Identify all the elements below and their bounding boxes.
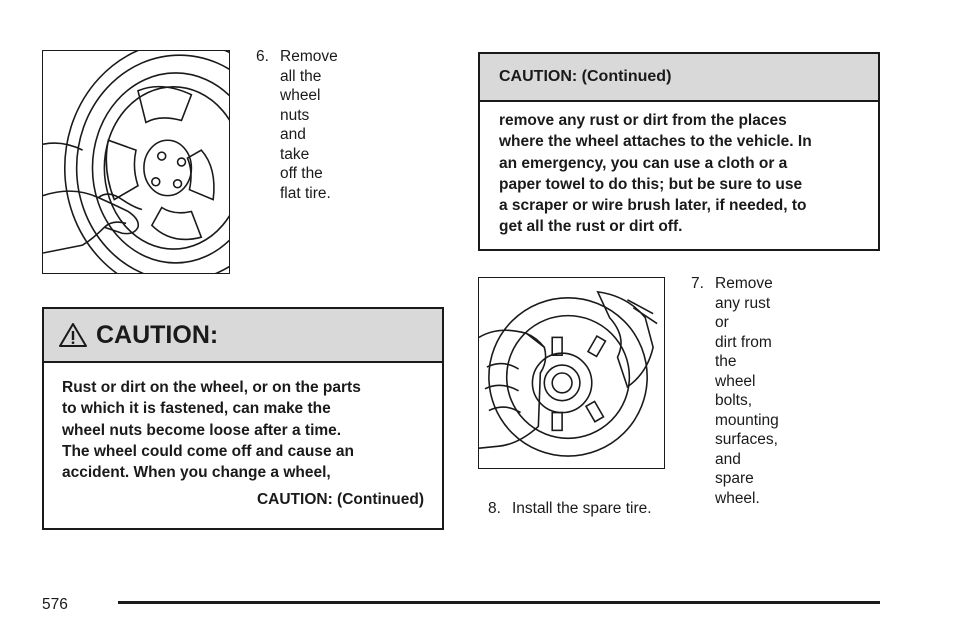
caution-box-left xyxy=(42,307,444,530)
step-6-line: off the flat tire. xyxy=(280,165,331,202)
caution-continued-body xyxy=(480,102,878,238)
caution-line: remove any rust or dirt from the places xyxy=(499,112,787,129)
step-7-line: bolts, mounting xyxy=(715,392,779,429)
caution-line: to which it is fastened, can make the xyxy=(62,400,331,418)
caution-title: CAUTION: xyxy=(96,320,219,349)
caution-line: The wheel could come off and cause an xyxy=(62,442,354,460)
caution-line: Rust or dirt on the wheel, or on the parts xyxy=(62,379,361,396)
step-7-text xyxy=(715,274,779,508)
caution-header xyxy=(44,309,442,363)
page-number: 576 xyxy=(42,596,68,613)
wheel-nut-removal-illustration xyxy=(42,50,230,274)
caution-body xyxy=(44,363,442,483)
caution-continued-label: CAUTION: (Continued) xyxy=(256,491,424,508)
caution-box-right xyxy=(478,52,880,251)
caution-line: a scraper or wire brush later, if needed, to xyxy=(499,197,807,215)
hub-cleaning-illustration xyxy=(478,277,665,469)
caution-continued-header: CAUTION: (Continued) xyxy=(480,54,878,102)
step-6-line: wheel nuts and take xyxy=(280,87,321,163)
caution-line: paper towel to do this; but be sure to use xyxy=(499,175,803,193)
step-7-line: surfaces, and spare xyxy=(715,431,778,487)
step-8-number: 8. xyxy=(488,500,501,517)
step-8-line: Install the spare tire. xyxy=(512,500,652,517)
step-6-number: 6. xyxy=(256,48,269,65)
caution-line: wheel nuts become loose after a time. xyxy=(62,421,342,439)
step-6-text xyxy=(280,47,338,203)
hub-cleaning-drawing xyxy=(479,278,664,468)
step-7-line: Remove any rust or xyxy=(715,275,773,331)
caution-line: accident. When you change a wheel, xyxy=(62,464,331,482)
step-6-line: Remove all the xyxy=(280,48,338,85)
warning-triangle-icon xyxy=(58,322,88,348)
caution-line: an emergency, you can use a cloth or a xyxy=(499,154,788,172)
step-7-line: wheel. xyxy=(715,489,760,507)
caution-line: get all the rust or dirt off. xyxy=(499,218,683,236)
step-8-text xyxy=(512,499,652,519)
step-7-number: 7. xyxy=(691,275,704,292)
footer-rule xyxy=(118,601,880,604)
step-7-line: dirt from the wheel xyxy=(715,333,772,390)
caution-line: where the wheel attaches to the vehicle. In xyxy=(499,133,812,151)
wheel-nut-removal-drawing xyxy=(43,51,229,273)
